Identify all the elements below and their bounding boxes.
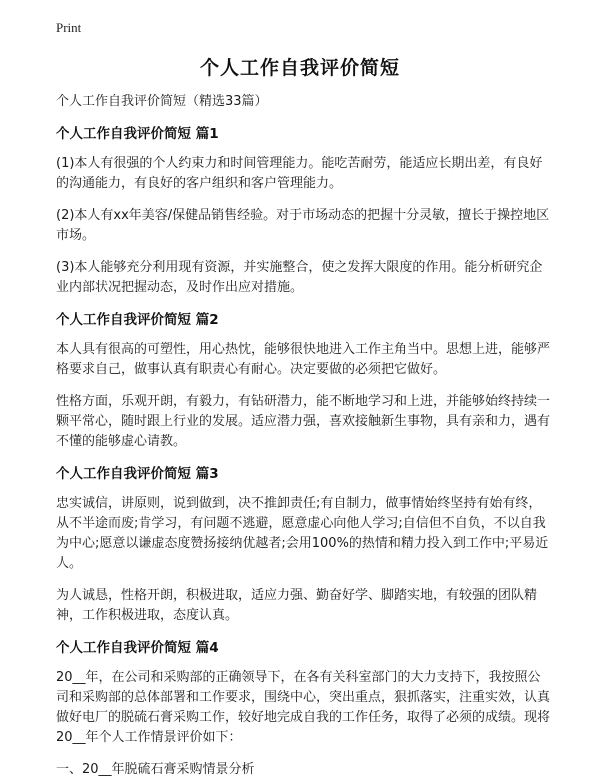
document-body [56,92,552,776]
section-2 [56,310,552,452]
paragraph: 为人诚恳，性格开朗，积极进取，适应力强、勤奋好学、脚踏实地，有较强的团队精神，工作积极进取，态度认真。 [56,588,538,623]
section-3 [56,464,552,626]
paragraph: (3)本人能够充分利用现有资源，并实施整合，使之发挥大限度的作用。能分析研究企业内部状况把握动态，及时作出应对措施。 [56,260,543,295]
section-1 [56,124,552,298]
paragraph: 一、20__年脱硫石膏采购情景分析 [56,762,255,776]
paragraph: (1)本人有很强的个人约束力和时间管理能力。能吃苦耐劳，能适应长期出差，有良好的沟通能力，有良好的客户组织和客户管理能力。 [56,156,543,191]
section-heading: 个人工作自我评价简短 篇1 [56,126,219,142]
section-4 [56,638,552,776]
paragraph: 20__年，在公司和采购部的正确领导下，在各有关科室部门的大力支持下，我按照公司和采购部的总体部署和工作要求，围绕中心，突出重点，狠抓落实，注重实效，认真做好电厂的脱硫石膏采购工作，较好地完成自我的工作任务，取得了必须的成绩。现将20__年个人工作情景评价如下： [56,670,551,745]
paragraph: 性格方面，乐观开朗，有毅力，有钻研潜力，能不断地学习和上进，并能够始终持续一颗平常心，随时跟上行业的发展。适应潜力强，喜欢接触新生事物，具有亲和力，遇有不懂的能够虚心请教。 [56,394,551,449]
paragraph: 忠实诚信，讲原则，说到做到，决不推卸责任;有自制力，做事情始终坚持有始有终，从不半途而废;肯学习，有问题不逃避，愿意虚心向他人学习;自信但不自负，不以自我为中心;愿意以谦虚态度赞扬接纳优越者;会用100%的热情和精力投入到工作中;平易近人。 [56,496,549,571]
document-title: 个人工作自我评价简短 [199,57,400,79]
document-subtitle: 个人工作自我评价简短（精选33篇） [56,94,268,109]
paragraph: (2)本人有xx年美容/保健品销售经验。对于市场动态的把握十分灵敏，擅长于操控地区市场。 [56,208,550,243]
print-link[interactable]: Print [56,20,82,35]
paragraph: 本人具有很高的可塑性，用心热忱，能够很快地进入工作主角当中。思想上进，能够严格要求自己，做事认真有职责心有耐心。决定要做的必须把它做好。 [56,342,551,377]
section-heading: 个人工作自我评价简短 篇2 [56,312,219,328]
section-heading: 个人工作自我评价简短 篇3 [56,466,219,482]
section-heading: 个人工作自我评价简短 篇4 [56,640,219,656]
